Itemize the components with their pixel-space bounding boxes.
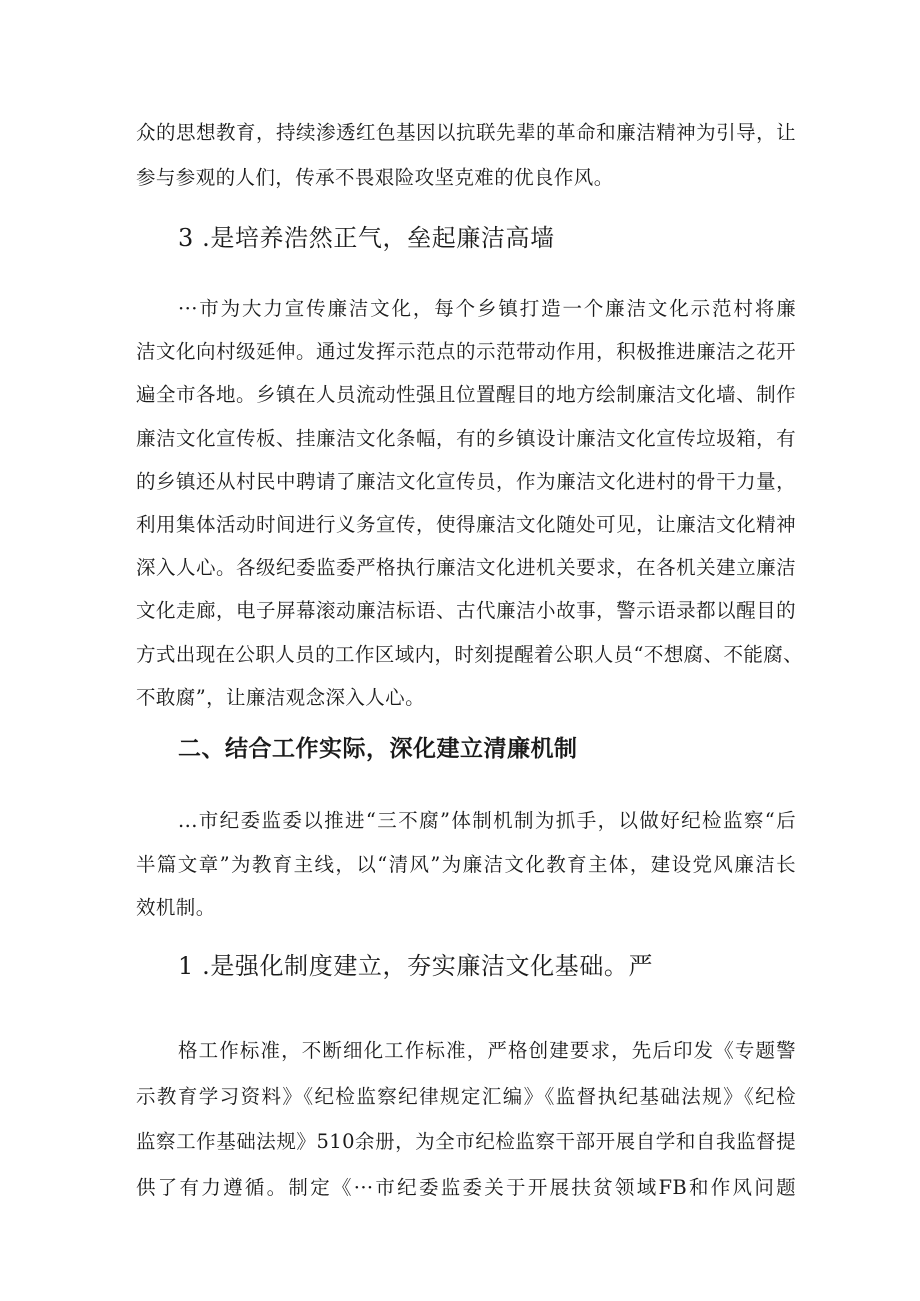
text-line: 深入人心。各级纪委监委严格执行廉洁文化进机关要求，在各机关建立廉洁 [136, 556, 796, 580]
paragraph-system-building [136, 1028, 796, 1210]
text-line: 效机制。 [136, 896, 216, 919]
paragraph-clean-culture [136, 287, 804, 719]
text-line: 格工作标准，不断细化工作标准，严格创建要求，先后印发《专题警 [178, 1039, 796, 1062]
text-line: 不敢腐”，让廉洁观念深入人心。 [136, 685, 425, 709]
text-line: ...市纪委监委以推进“三不腐”体制机制为抓手，以做好纪检监察“后 [178, 809, 796, 832]
text-line: 示教育学习资料》《纪检监察纪律规定汇编》《监督执纪基础法规》《纪检 [136, 1084, 796, 1108]
subheading-1: 1 .是强化制度建立，夯实廉洁文化基础。严 [178, 952, 654, 980]
text-line: 监察工作基础法规》510余册，为全市纪检监察干部开展自学和自我监督提 [136, 1130, 796, 1153]
text-line: 供了有力遵循。制定《···市纪委监委关于开展扶贫领域FB和作风问题 [136, 1175, 796, 1199]
text-line: 众的思想教育，持续渗透红色基因以抗联先辈的革命和廉洁精神为引导，让 [136, 121, 796, 144]
paragraph-red-gene-education [136, 110, 796, 200]
text-line: 洁文化向村级延伸。通过发挥示范点的示范带动作用，积极推进廉洁之花开 [136, 340, 796, 364]
text-line: 半篇文章”为教育主线，以“清风”为廉洁文化教育主体，建设党风廉洁长 [136, 852, 796, 876]
text-line: 的乡镇还从村民中聘请了廉洁文化宣传员，作为廉洁文化进村的骨干力量， [136, 469, 796, 493]
text-line: ···市为大力宣传廉洁文化，每个乡镇打造一个廉洁文化示范村将廉 [178, 297, 796, 320]
text-line: 廉洁文化宣传板、挂廉洁文化条幅，有的乡镇设计廉洁文化宣传垃圾箱，有 [136, 426, 796, 450]
text-line: 利用集体活动时间进行义务宣传，使得廉洁文化随处可见，让廉洁文化精神 [136, 513, 796, 537]
text-line: 文化走廊，电子屏幕滚动廉洁标语、古代廉洁小故事，警示语录都以醒目的 [136, 599, 796, 623]
section-heading-2: 二、结合工作实际，深化建立清廉机制 [178, 736, 578, 762]
subheading-3: 3 .是培养浩然正气，垒起廉洁高墙 [178, 224, 555, 252]
text-line: 方式出现在公职人员的工作区域内，时刻提醒着公职人员“不想腐、不能腐、 [136, 642, 804, 666]
text-line: 遍全市各地。乡镇在人员流动性强且位置醒目的地方绘制廉洁文化墙、制作 [136, 383, 796, 407]
paragraph-mechanism [136, 799, 796, 930]
text-line: 参与参观的人们，传承不畏艰险攻坚克难的优良作风。 [136, 166, 614, 189]
